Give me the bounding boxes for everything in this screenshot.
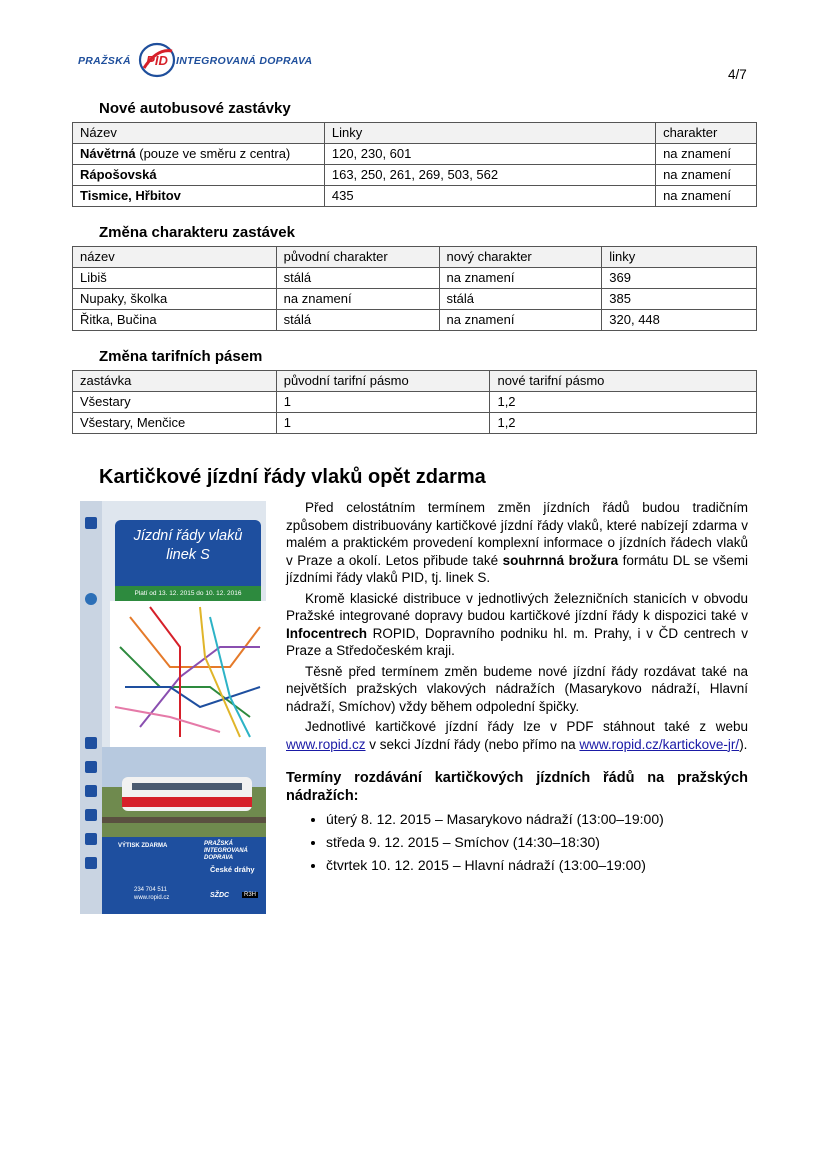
- bicycle-icon: [85, 761, 97, 773]
- luggage-icon: [85, 809, 97, 821]
- text-run: ROPID, Dopravního podniku hl. m. Prahy, i v ČD centrech v Praze a Středočeském kraji.: [286, 625, 748, 658]
- table-cell: stálá: [276, 310, 439, 331]
- table-cell: na znamení: [439, 268, 602, 289]
- stop-name-cell: [73, 165, 325, 186]
- paragraph-1: [286, 499, 748, 587]
- type-cell: na znamení: [656, 144, 757, 165]
- poster-free-copy: VÝTISK ZDARMA: [118, 843, 168, 849]
- kartickove-jr-link[interactable]: www.ropid.cz/kartickove-jr/: [579, 736, 740, 752]
- table-cell: 1,2: [490, 392, 757, 413]
- poster-footer: [102, 837, 266, 914]
- timetable-poster-image: [80, 501, 266, 914]
- header-cell: nový charakter: [439, 247, 602, 268]
- table-row: [73, 413, 757, 434]
- paragraph-4: [286, 718, 748, 753]
- table-cell: na znamení: [276, 289, 439, 310]
- header-cell: linky: [602, 247, 757, 268]
- logo-mark-text: PID: [146, 53, 168, 68]
- bus-stops-title: Nové autobusové zastávky: [99, 100, 291, 117]
- table-cell: Libiš: [73, 268, 277, 289]
- table-header-row: [73, 247, 757, 268]
- header-cell: Název: [73, 123, 325, 144]
- dates-list: [286, 808, 748, 877]
- stop-name-cell: [73, 144, 325, 165]
- bus-stops-table: [72, 122, 757, 207]
- table-row: [73, 392, 757, 413]
- zone-change-table: [72, 370, 757, 434]
- table-row: [73, 165, 757, 186]
- table-row: [73, 310, 757, 331]
- page-number: 4/7: [728, 67, 747, 82]
- table-cell: na znamení: [439, 310, 602, 331]
- rail-network-map: [110, 587, 266, 747]
- header-cell: původní tarifní pásmo: [276, 371, 490, 392]
- header-cell: zastávka: [73, 371, 277, 392]
- pid-emblem-icon: [138, 42, 176, 78]
- table-header-row: [73, 371, 757, 392]
- wheelchair-icon: [85, 737, 97, 749]
- table-cell: 1: [276, 413, 490, 434]
- list-item: • úterý 8. 12. 2015 – Masarykovo nádraží (13:00–19:00): [326, 808, 748, 831]
- table-cell: stálá: [276, 268, 439, 289]
- text-run: formátu DL se všemi jízdními řády vlaků PID, tj. linek S.: [286, 552, 749, 585]
- ropid-link[interactable]: www.ropid.cz: [286, 736, 366, 752]
- table-cell: 1,2: [490, 413, 757, 434]
- table-cell: Nupaky, školka: [73, 289, 277, 310]
- table-row: [73, 268, 757, 289]
- paragraph-2: [286, 590, 748, 660]
- text-run: ).: [739, 736, 748, 752]
- dates-subheading: Termíny rozdávání kartičkových jízdních řádů na pražských nádražích:: [286, 770, 748, 804]
- type-cell: na znamení: [656, 186, 757, 207]
- stop-name: Rápošovská: [80, 167, 157, 182]
- lines-cell: 163, 250, 261, 269, 503, 562: [324, 165, 655, 186]
- table-cell: 320, 448: [602, 310, 757, 331]
- text-run: Před celostátním termínem změn jízdních řádů budou tradičním způsobem distribuovány kartičkové jízdní řády vlaků, které nabízejí zdarma v malém a praktickém provedení komplexní informace o jízdních řádech vlaků v Praze a okolí. Letos přibude také: [286, 500, 748, 568]
- poster-r-text: R3H: [244, 892, 257, 898]
- stop-name: Návětrná: [80, 146, 136, 161]
- text-run: Kromě klasické distribuce v jednotlivých železničních stanicích v obvodu Pražské integrované dopravy budou kartičkové jízdní řády k dispozici také v: [286, 590, 748, 623]
- table-row: [73, 186, 757, 207]
- text-run: Jednotlivé kartičkové jízdní řády lze v PDF stáhnout také z webu: [305, 719, 748, 734]
- bold-run: Infocentrech: [286, 625, 368, 641]
- poster-title-line2: linek S: [166, 547, 210, 563]
- article-title: Kartičkové jízdní řády vlaků opět zdarma: [99, 466, 486, 488]
- zone-change-title: Změna tarifních pásem: [99, 348, 263, 365]
- stop-note: (pouze ve směru z centra): [135, 146, 291, 161]
- pram-icon: [85, 785, 97, 797]
- pid-logo: [78, 42, 328, 78]
- table-cell: 385: [602, 289, 757, 310]
- poster-pid-text: PRAŽSKÁ INTEGROVANÁ DOPRAVA: [204, 841, 248, 861]
- article-body: [286, 499, 748, 877]
- bike-rack-icon: [85, 857, 97, 869]
- character-change-table: [72, 246, 757, 331]
- paragraph-3: Těsně před termínem změn budeme nové jízdní řády rozdávat také na největších pražských vlakových nádražích (Masarykovo nádraží, Hlavní nádraží, Smíchov) vždy během odpolední špičky.: [286, 663, 748, 714]
- table-cell: Všestary, Menčice: [73, 413, 277, 434]
- header-cell: charakter: [656, 123, 757, 144]
- type-cell: na znamení: [656, 165, 757, 186]
- poster-title-line1: Jízdní řády vlaků: [133, 528, 243, 544]
- table-cell: 1: [276, 392, 490, 413]
- poster-phone: 234 704 511: [134, 887, 167, 893]
- s-train-icon: [85, 593, 97, 605]
- text-run: v sekci Jízdní řády (nebo přímo na: [365, 736, 580, 752]
- logo-text-left: PRAŽSKÁ: [78, 55, 131, 67]
- table-cell: Všestary: [73, 392, 277, 413]
- header-cell: název: [73, 247, 277, 268]
- list-item: • čtvrtek 10. 12. 2015 – Hlavní nádraží (13:00–19:00): [326, 854, 748, 877]
- table-row: [73, 289, 757, 310]
- table-cell: stálá: [439, 289, 602, 310]
- bold-run: souhrnná brožura: [502, 552, 619, 568]
- stop-name: Tismice, Hřbitov: [80, 188, 181, 203]
- dog-icon: [85, 833, 97, 845]
- poster-web: www.ropid.cz: [134, 895, 170, 901]
- table-cell: 369: [602, 268, 757, 289]
- table-header-row: [73, 123, 757, 144]
- list-item: • středa 9. 12. 2015 – Smíchov (14:30–18:30): [326, 831, 748, 854]
- lines-cell: 435: [324, 186, 655, 207]
- poster-cd-text: České dráhy: [210, 865, 255, 874]
- train-photo: [102, 747, 266, 837]
- lines-cell: 120, 230, 601: [324, 144, 655, 165]
- poster-szdc-text: SŽDC: [210, 892, 230, 899]
- poster-icon-strip: [80, 501, 102, 914]
- header-cell: Linky: [324, 123, 655, 144]
- character-change-title: Změna charakteru zastávek: [99, 224, 295, 241]
- table-cell: Řitka, Bučina: [73, 310, 277, 331]
- poster-validity: Platí od 13. 12. 2015 do 10. 12. 2016: [115, 586, 261, 601]
- poster-title: [115, 520, 261, 586]
- header-cell: původní charakter: [276, 247, 439, 268]
- pid-icon: [85, 517, 97, 529]
- header-cell: nové tarifní pásmo: [490, 371, 757, 392]
- logo-text-right: INTEGROVANÁ DOPRAVA: [176, 55, 313, 67]
- table-row: [73, 144, 757, 165]
- stop-name-cell: [73, 186, 325, 207]
